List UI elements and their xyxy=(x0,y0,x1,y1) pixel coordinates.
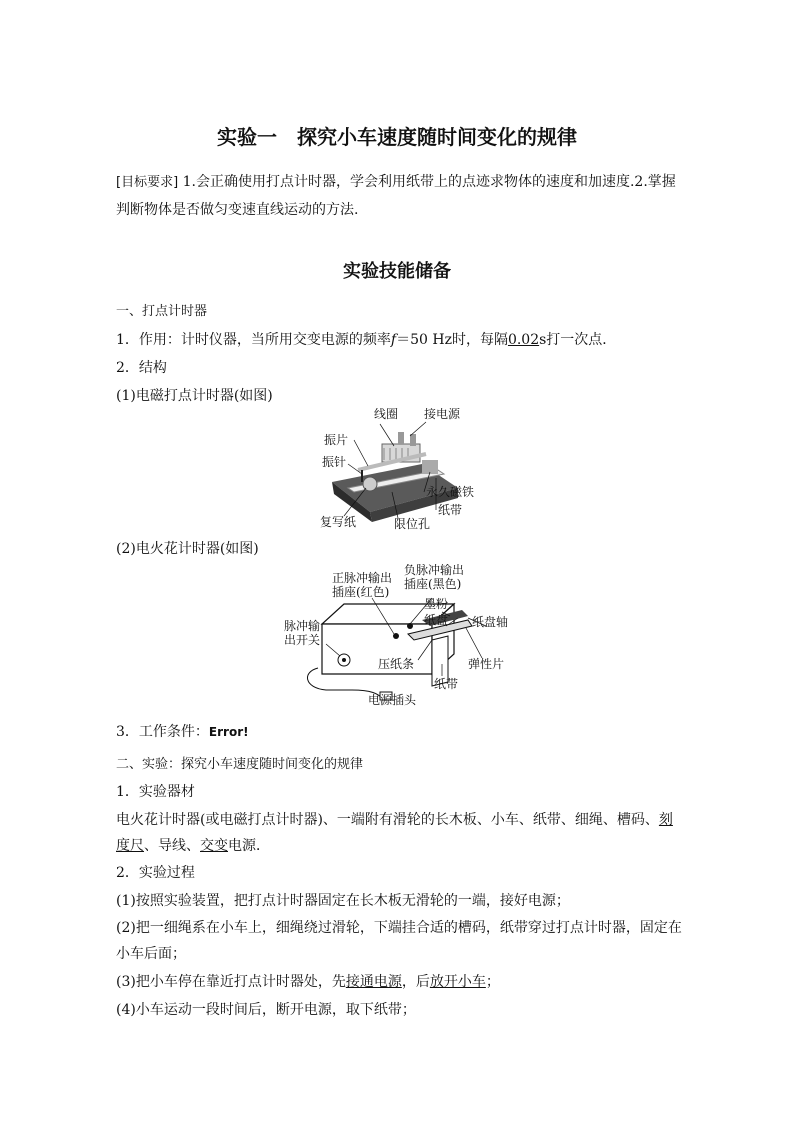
label-needle: 振针 xyxy=(322,455,347,469)
box-front xyxy=(322,624,432,674)
label-plug: 电源插头 xyxy=(368,693,417,706)
terminal-2 xyxy=(410,434,416,446)
pulse-switch-center xyxy=(342,658,346,662)
terminal-1 xyxy=(398,432,404,444)
blank-ruler-1: 刻 xyxy=(658,812,673,828)
part1-sub2: (2)电火花计时器(如图) xyxy=(116,541,259,557)
label-disc-axis: 纸盘轴 xyxy=(472,615,509,629)
item1-text-b: ＝50 Hz时，每隔 xyxy=(396,332,508,348)
equipment-text-b: 、导线、 xyxy=(144,838,200,854)
part1-item1 xyxy=(116,330,616,350)
step-1: (1)按照实验装置，把打点计时器固定在长木板无滑轮的一端，接好电源； xyxy=(116,893,570,909)
label-carbon-paper: 复写纸 xyxy=(320,515,357,529)
blank-release-car: 放开小车 xyxy=(429,974,486,990)
item1-text-c: s打一次点． xyxy=(539,332,617,348)
item1-text-a: 1．作用：计时仪器，当所用交变电源的频率 xyxy=(116,332,391,348)
label-reed: 振片 xyxy=(324,433,349,447)
step-4: (4)小车运动一段时间后，断开电源，取下纸带； xyxy=(116,1002,416,1018)
permanent-magnet xyxy=(422,460,438,474)
label-negative-1: 负脉冲输出 xyxy=(404,564,465,577)
step-2b: 小车后面； xyxy=(116,946,186,962)
goal-tag: [目标要求] xyxy=(116,175,179,190)
part2-heading: 二、实验：探究小车速度随时间变化的规律 xyxy=(116,757,364,772)
blank-ruler-2: 度尺 xyxy=(116,838,144,854)
step-3 xyxy=(116,972,500,992)
blank-power-on: 接通电源 xyxy=(345,974,402,990)
part1-item2: 2．结构 xyxy=(116,360,167,376)
equipment-text-a: 电火花计时器(或电磁打点计时器)、一端附有滑轮的长木板、小车、纸带、细绳、槽码、 xyxy=(116,812,659,828)
part1-item3 xyxy=(116,722,249,742)
electromagnetic-timer-figure xyxy=(318,408,498,532)
page-title: 实验一 探究小车速度随时间变化的规律 xyxy=(217,125,577,149)
label-negative-2: 插座(黑色) xyxy=(404,577,462,591)
label-disc: 纸盘 xyxy=(424,613,449,627)
spark-timer-figure xyxy=(282,564,518,706)
error-field: Error! xyxy=(208,725,249,739)
label-coil: 线圈 xyxy=(374,408,399,421)
label-switch-2: 出开关 xyxy=(284,633,321,647)
label-spring: 弹性片 xyxy=(468,657,505,671)
equipment-line-2 xyxy=(116,836,270,856)
label-toner: 墨粉 xyxy=(424,597,449,611)
label-press-strip: 压纸条 xyxy=(378,657,415,671)
part1-sub1: (1)电磁打点计时器(如图) xyxy=(116,388,273,404)
part2-item2: 2．实验过程 xyxy=(116,865,195,881)
equipment-text-c: 电源． xyxy=(228,838,270,854)
label-positive-1: 正脉冲输出 xyxy=(332,571,393,585)
frequency-symbol: f xyxy=(390,332,397,348)
step3-text-b: ，后 xyxy=(401,974,430,990)
label-switch-1: 脉冲输 xyxy=(284,619,321,633)
label-limit-hole: 限位孔 xyxy=(394,517,431,531)
blank-ac: 交变 xyxy=(200,838,228,854)
part2-item1: 1．实验器材 xyxy=(116,784,195,800)
goal-text-1: 1.会正确使用打点计时器，学会利用纸带上的点迹求物体的速度和加速度.2.掌握 xyxy=(182,174,676,190)
label-tape2: 纸带 xyxy=(434,677,459,691)
item3-text: 3．工作条件： xyxy=(116,724,209,740)
equipment-line-1 xyxy=(116,810,673,830)
step-2a: (2)把一细绳系在小车上，细绳绕过滑轮，下端挂合适的槽码，纸带穿过打点计时器，固定在 xyxy=(116,920,682,936)
label-magnet: 永久磁铁 xyxy=(426,485,475,499)
label-power: 接电源 xyxy=(424,408,461,421)
blank-answer-interval: 0.02 xyxy=(507,332,540,348)
goal-line-1 xyxy=(116,172,676,193)
section-title: 实验技能储备 xyxy=(343,261,451,282)
goal-line-2: 判断物体是否做匀变速直线运动的方法. xyxy=(116,202,359,218)
step3-text-a: (3)把小车停在靠近打点计时器处，先 xyxy=(116,974,346,990)
part1-heading: 一、打点计时器 xyxy=(116,304,208,319)
label-tape: 纸带 xyxy=(438,503,463,517)
label-positive-2: 插座(红色) xyxy=(332,585,390,599)
step3-text-c: ； xyxy=(485,974,500,990)
